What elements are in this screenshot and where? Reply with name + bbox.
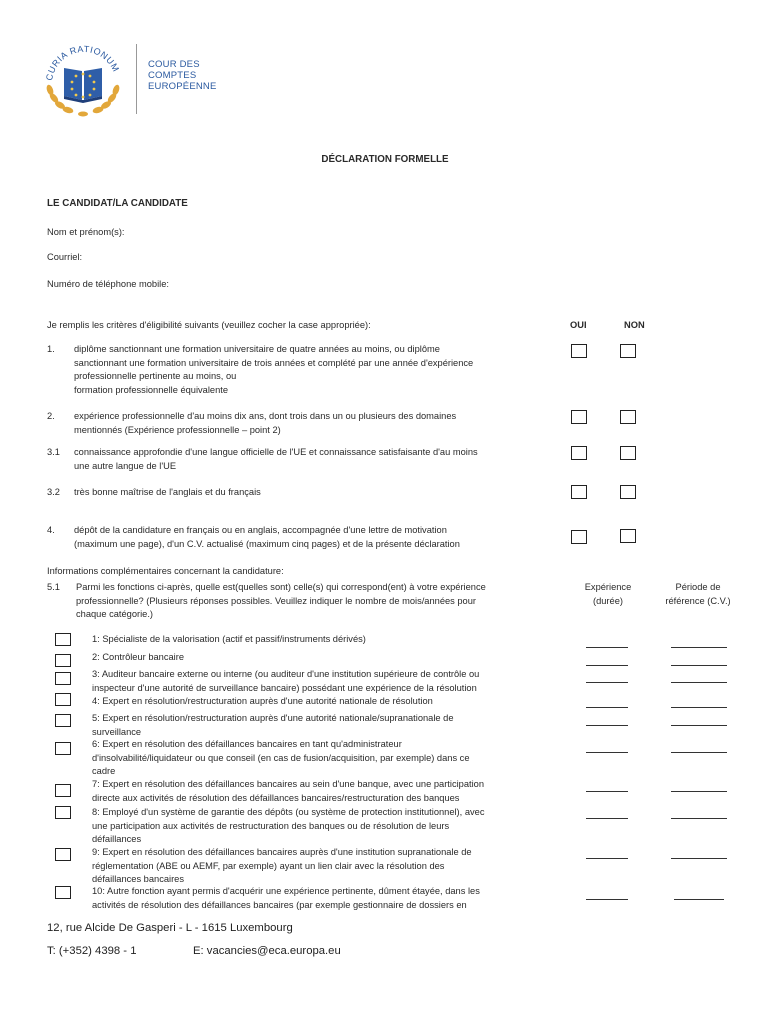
criterion-4-no-checkbox[interactable] <box>620 529 636 543</box>
function-1-reference-field[interactable] <box>671 647 727 648</box>
question-line: chaque catégorie.) <box>76 609 154 619</box>
criterion-text <box>74 343 473 397</box>
criterion-1-no-checkbox[interactable] <box>620 344 636 358</box>
criterion-2-yes-checkbox[interactable] <box>571 410 587 424</box>
criterion-3-1-no-checkbox[interactable] <box>620 446 636 460</box>
function-7-experience-field[interactable] <box>586 791 628 792</box>
reference-header-line: référence (C.V.) <box>665 595 731 606</box>
function-line: directe aux activités de résolution des défaillances bancaires/restructuration des banques <box>92 792 460 803</box>
function-line: 8: Employé d'un système de garantie des dépôts (ou système de protection institutionnel), avec <box>92 807 485 817</box>
function-8-checkbox[interactable] <box>55 806 71 819</box>
info-intro: Informations complémentaires concernant la candidature: <box>47 566 284 576</box>
phone-field-label: Numéro de téléphone mobile: <box>47 279 169 289</box>
function-line: 10: Autre fonction ayant permis d'acquérir une expérience pertinente, dûment étayée, dans les <box>92 886 480 896</box>
function-10-reference-field[interactable] <box>674 899 724 900</box>
function-5-experience-field[interactable] <box>586 725 628 726</box>
criterion-1-yes-checkbox[interactable] <box>571 344 587 358</box>
function-6-checkbox[interactable] <box>55 742 71 755</box>
email-field-label: Courriel: <box>47 252 83 262</box>
criterion-3-1-yes-checkbox[interactable] <box>571 446 587 460</box>
criterion-number: 2. <box>47 411 55 421</box>
criterion-text <box>74 486 261 500</box>
function-line: cadre <box>92 766 116 776</box>
function-line: inspecteur d'une autorité de surveillance bancaire) possédant une expérience de la résolution <box>92 682 477 693</box>
function-9-reference-field[interactable] <box>671 858 727 859</box>
reference-column-header <box>648 581 748 608</box>
criterion-number: 3.2 <box>47 487 60 497</box>
function-3-text <box>92 668 479 695</box>
criterion-4-yes-checkbox[interactable] <box>571 530 587 544</box>
function-4-text <box>92 695 433 709</box>
footer-phone: T: (+352) 4398 - 1 <box>47 945 137 957</box>
function-5-text <box>92 712 454 739</box>
criterion-text <box>74 524 460 551</box>
question-line: Parmi les fonctions ci-après, quelle est(quelles sont) celle(s) qui correspond(ent) à votre expérience <box>76 582 486 592</box>
function-line: 9: Expert en résolution des défaillances bancaires auprès d'une institution supranationale de <box>92 847 472 857</box>
function-line: défaillances <box>92 834 142 844</box>
criterion-line: sanctionnant une formation universitaire de trois années et complété par une année d'expérience <box>74 357 474 368</box>
function-line: 6: Expert en résolution des défaillances bancaires en tant qu'administrateur <box>92 739 402 749</box>
criterion-line: professionnelle pertinente au moins, ou <box>74 371 237 381</box>
function-2-experience-field[interactable] <box>586 665 628 666</box>
column-yes-header: OUI <box>570 320 587 330</box>
function-line: d'insolvabilité/liquidateur ou que conseil (en cas de fusion/acquisition, par exemple) dans ce <box>92 752 470 763</box>
criterion-text <box>74 410 456 437</box>
function-9-text <box>92 846 472 887</box>
org-name <box>148 59 217 92</box>
function-8-experience-field[interactable] <box>586 818 628 819</box>
criterion-line: (maximum une page), d'un C.V. actualisé (maximum cinq pages) et de la présente déclaration <box>74 538 460 549</box>
function-6-experience-field[interactable] <box>586 752 628 753</box>
reference-header-line: Période de <box>675 582 721 592</box>
function-line: 7: Expert en résolution des défaillances bancaires au sein d'une banque, avec une participation <box>92 779 484 789</box>
function-line: 2: Contrôleur bancaire <box>92 652 184 662</box>
eca-logo <box>40 38 230 118</box>
function-2-text <box>92 651 184 665</box>
function-1-checkbox[interactable] <box>55 633 71 646</box>
criterion-number: 1. <box>47 344 55 354</box>
footer-email[interactable]: E: vacancies@eca.europa.eu <box>193 945 341 957</box>
function-line: surveillance <box>92 726 142 737</box>
function-4-checkbox[interactable] <box>55 693 71 706</box>
function-7-checkbox[interactable] <box>55 784 71 797</box>
function-line: 1: Spécialiste de la valorisation (actif et passif/instruments dérivés) <box>92 634 366 644</box>
function-2-checkbox[interactable] <box>55 654 71 667</box>
name-field-label: Nom et prénom(s): <box>47 227 125 237</box>
function-line: réglementation (ABE ou AEMF, par exemple) ayant un lien clair avec la résolution des <box>92 860 445 871</box>
function-8-reference-field[interactable] <box>671 818 727 819</box>
experience-column-header <box>568 581 648 608</box>
function-7-text <box>92 778 484 805</box>
org-name-line3: EUROPÉENNE <box>148 81 217 92</box>
experience-header-line: Expérience <box>584 582 632 592</box>
question-text <box>76 581 486 622</box>
function-10-experience-field[interactable] <box>586 899 628 900</box>
criterion-line: connaissance approfondie d'une langue officielle de l'UE et connaissance satisfaisante d'au moins <box>74 447 478 457</box>
criterion-3-2-no-checkbox[interactable] <box>620 485 636 499</box>
function-10-text <box>92 885 480 912</box>
function-2-reference-field[interactable] <box>671 665 727 666</box>
function-6-reference-field[interactable] <box>671 752 727 753</box>
function-3-checkbox[interactable] <box>55 672 71 685</box>
org-name-line1: COUR DES <box>148 59 200 70</box>
function-1-experience-field[interactable] <box>586 647 628 648</box>
function-line: défaillances bancaires <box>92 874 184 884</box>
experience-header-line: (durée) <box>593 595 623 606</box>
function-3-reference-field[interactable] <box>671 682 727 683</box>
function-line: activités de résolution des défaillances bancaires (par exemple gestionnaire de dossiers en <box>92 899 467 910</box>
criterion-3-2-yes-checkbox[interactable] <box>571 485 587 499</box>
criterion-line: très bonne maîtrise de l'anglais et du français <box>74 487 261 497</box>
criterion-line: diplôme sanctionnant une formation universitaire de quatre années au moins, ou diplôme <box>74 344 440 354</box>
function-5-checkbox[interactable] <box>55 714 71 727</box>
function-line: une participation aux activités de restructuration des banques ou de résolution de leurs <box>92 820 450 831</box>
function-10-checkbox[interactable] <box>55 886 71 899</box>
criterion-2-no-checkbox[interactable] <box>620 410 636 424</box>
function-9-experience-field[interactable] <box>586 858 628 859</box>
function-8-text <box>92 806 484 847</box>
function-line: 3: Auditeur bancaire externe ou interne (ou auditeur d'une institution supérieure de contrôle ou <box>92 669 480 679</box>
footer-address: 12, rue Alcide De Gasperi - L - 1615 Luxembourg <box>47 922 293 934</box>
function-9-checkbox[interactable] <box>55 848 71 861</box>
criterion-line: expérience professionnelle d'au moins dix ans, dont trois dans un ou plusieurs des domaines <box>74 411 457 421</box>
svg-text:CURIA RATIONUM <box>44 44 121 82</box>
criterion-line: une autre langue de l'UE <box>74 460 177 471</box>
curia-rationum-seal-icon <box>40 38 126 118</box>
question-number: 5.1 <box>47 582 60 592</box>
function-4-experience-field[interactable] <box>586 707 628 708</box>
function-4-reference-field[interactable] <box>671 707 727 708</box>
function-5-reference-field[interactable] <box>671 725 727 726</box>
criterion-text <box>74 446 478 473</box>
function-line: 4: Expert en résolution/restructuration auprès d'une autorité nationale de résolution <box>92 696 433 706</box>
function-line: 5: Expert en résolution/restructuration auprès d'une autorité nationale/supranationale de <box>92 713 454 723</box>
document-title: DÉCLARATION FORMELLE <box>321 154 449 165</box>
criterion-line: dépôt de la candidature en français ou en anglais, accompagnée d'une lettre de motivation <box>74 525 447 535</box>
section-heading: LE CANDIDAT/LA CANDIDATE <box>47 198 188 209</box>
seal-text: CURIA RATIONUM <box>44 43 122 82</box>
column-no-header: NON <box>624 320 645 330</box>
logo-divider <box>136 44 137 114</box>
criterion-line: formation professionnelle équivalente <box>74 384 229 395</box>
org-name-line2: COMPTES <box>148 70 197 81</box>
criterion-line: mentionnés (Expérience professionnelle – point 2) <box>74 424 281 435</box>
function-6-text <box>92 738 470 779</box>
function-3-experience-field[interactable] <box>586 682 628 683</box>
criterion-number: 3.1 <box>47 447 60 457</box>
criteria-intro: Je remplis les critères d'éligibilité suivants (veuillez cocher la case appropriée): <box>47 320 371 330</box>
function-1-text <box>92 633 366 647</box>
question-line: professionnelle? (Plusieurs réponses possibles. Veuillez indiquer le nombre de mois/années pour <box>76 595 476 606</box>
function-7-reference-field[interactable] <box>671 791 727 792</box>
criterion-number: 4. <box>47 525 55 535</box>
